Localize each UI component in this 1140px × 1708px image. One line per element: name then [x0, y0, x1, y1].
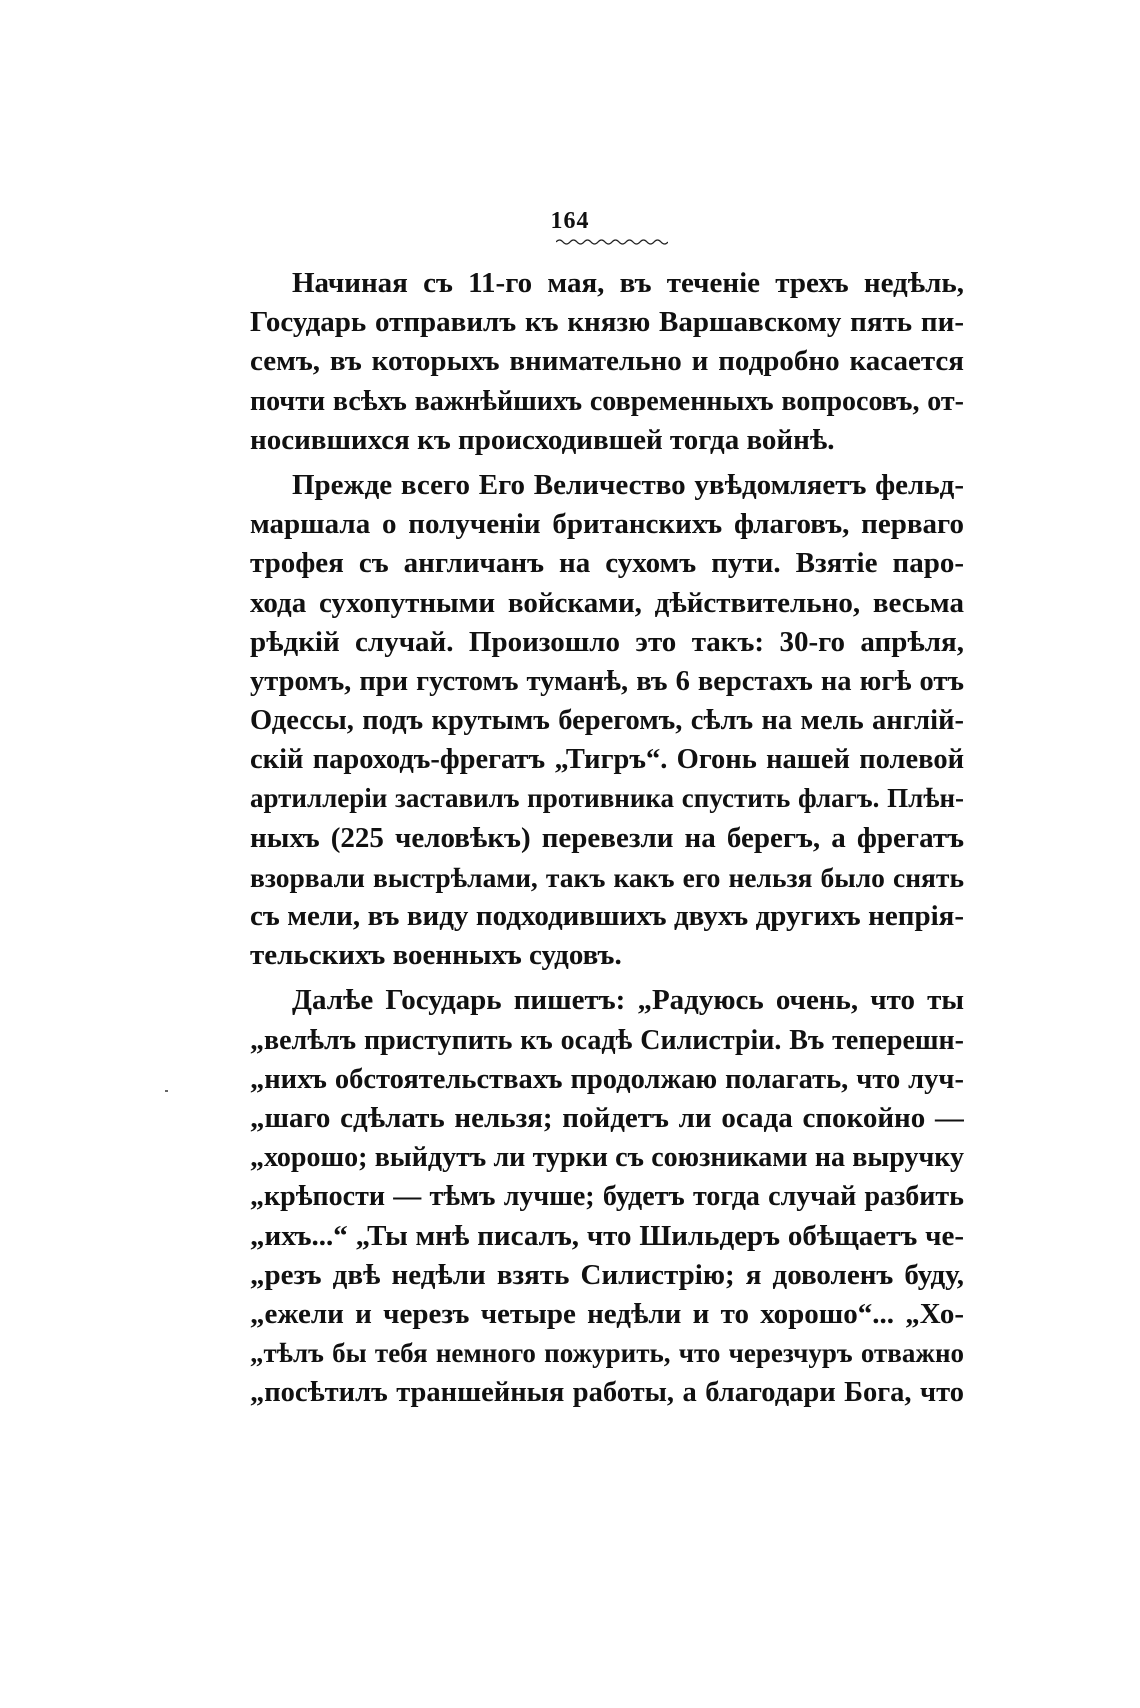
paragraph: [250, 264, 964, 460]
text-line: носившихся къ происходившей тогда войнѣ.: [250, 423, 835, 456]
text-line: артиллеріи заставилъ противника спустить флагъ. Плѣн-: [250, 783, 964, 814]
text-line: трофея съ англичанъ на сухомъ пути. Взятіе паро-: [250, 547, 964, 580]
text-line: тельскихъ военныхъ судовъ.: [250, 939, 622, 972]
text-line: „тѣлъ бы тебя немного пожурить, что черезчуръ отважно: [250, 1338, 964, 1369]
text-line: Прежде всего Его Величество увѣдомляетъ фельд-: [292, 468, 964, 501]
text-line: почти всѣхъ важнѣйшихъ современныхъ вопросовъ, от-: [250, 385, 964, 417]
text-line: семъ, въ которыхъ внимательно и подробно касается: [250, 345, 964, 378]
text-line: взорвали выстрѣлами, такъ какъ его нельзя было снять: [250, 861, 964, 893]
text-line: Государь отправилъ къ князю Варшавскому пять пи-: [250, 306, 964, 339]
paragraph: [250, 981, 964, 1412]
text-line: „велѣлъ приступить къ осадѣ Силистріи. Въ теперешн-: [250, 1024, 964, 1056]
text-line: съ мели, въ виду подходившихъ двухъ другихъ непрія-: [250, 900, 964, 932]
text-line: „ихъ...“ „Ты мнѣ писалъ, что Шильдеръ обѣщаетъ че-: [250, 1219, 964, 1252]
text-line: „хорошо; выйдутъ ли турки съ союзниками на выручку: [250, 1142, 964, 1174]
text-line: ныхъ (225 человѣкъ) перевезли на берегъ, а фрегатъ: [250, 821, 964, 854]
text-line: рѣдкій случай. Произошло это такъ: 30-го апрѣля,: [250, 625, 964, 658]
text-line: Начиная съ 11-го мая, въ теченіе трехъ недѣль,: [292, 267, 964, 299]
wavy-rule-ornament: [556, 238, 668, 246]
text-line: „крѣпости — тѣмъ лучше; будетъ тогда случай разбить: [250, 1181, 964, 1213]
margin-speck: [165, 1090, 168, 1092]
text-line: „ежели и черезъ четыре недѣли и то хорошо“... „Хо-: [250, 1297, 964, 1330]
page-number-text: 164: [550, 208, 590, 234]
text-line: „резъ двѣ недѣли взять Силистрію; я доволенъ буду,: [250, 1258, 964, 1291]
paragraph: [250, 466, 964, 975]
text-line: „шаго сдѣлать нельзя; пойдетъ ли осада спокойно —: [250, 1101, 964, 1134]
text-line: Одессы, подъ крутымъ берегомъ, сѣлъ на мель англій-: [250, 705, 964, 737]
page-number: [0, 208, 1140, 235]
text-line: „посѣтилъ траншейныя работы, а благодари Бога, что: [250, 1377, 964, 1409]
text-line: хода сухопутными войсками, дѣйствительно, весьма: [250, 586, 964, 619]
text-line: маршала о полученіи британскихъ флаговъ, перваго: [250, 508, 964, 541]
text-line: Далѣе Государь пишетъ: „Радуюсь очень, что ты: [292, 984, 964, 1017]
text-line: утромъ, при густомъ туманѣ, въ 6 верстахъ на югѣ отъ: [250, 665, 964, 697]
body-text: [250, 264, 964, 1412]
text-line: скій пароходъ-фрегатъ „Тигръ“. Огонь нашей полевой: [250, 744, 964, 776]
text-line: „нихъ обстоятельствахъ продолжаю полагать, что луч-: [250, 1063, 964, 1095]
